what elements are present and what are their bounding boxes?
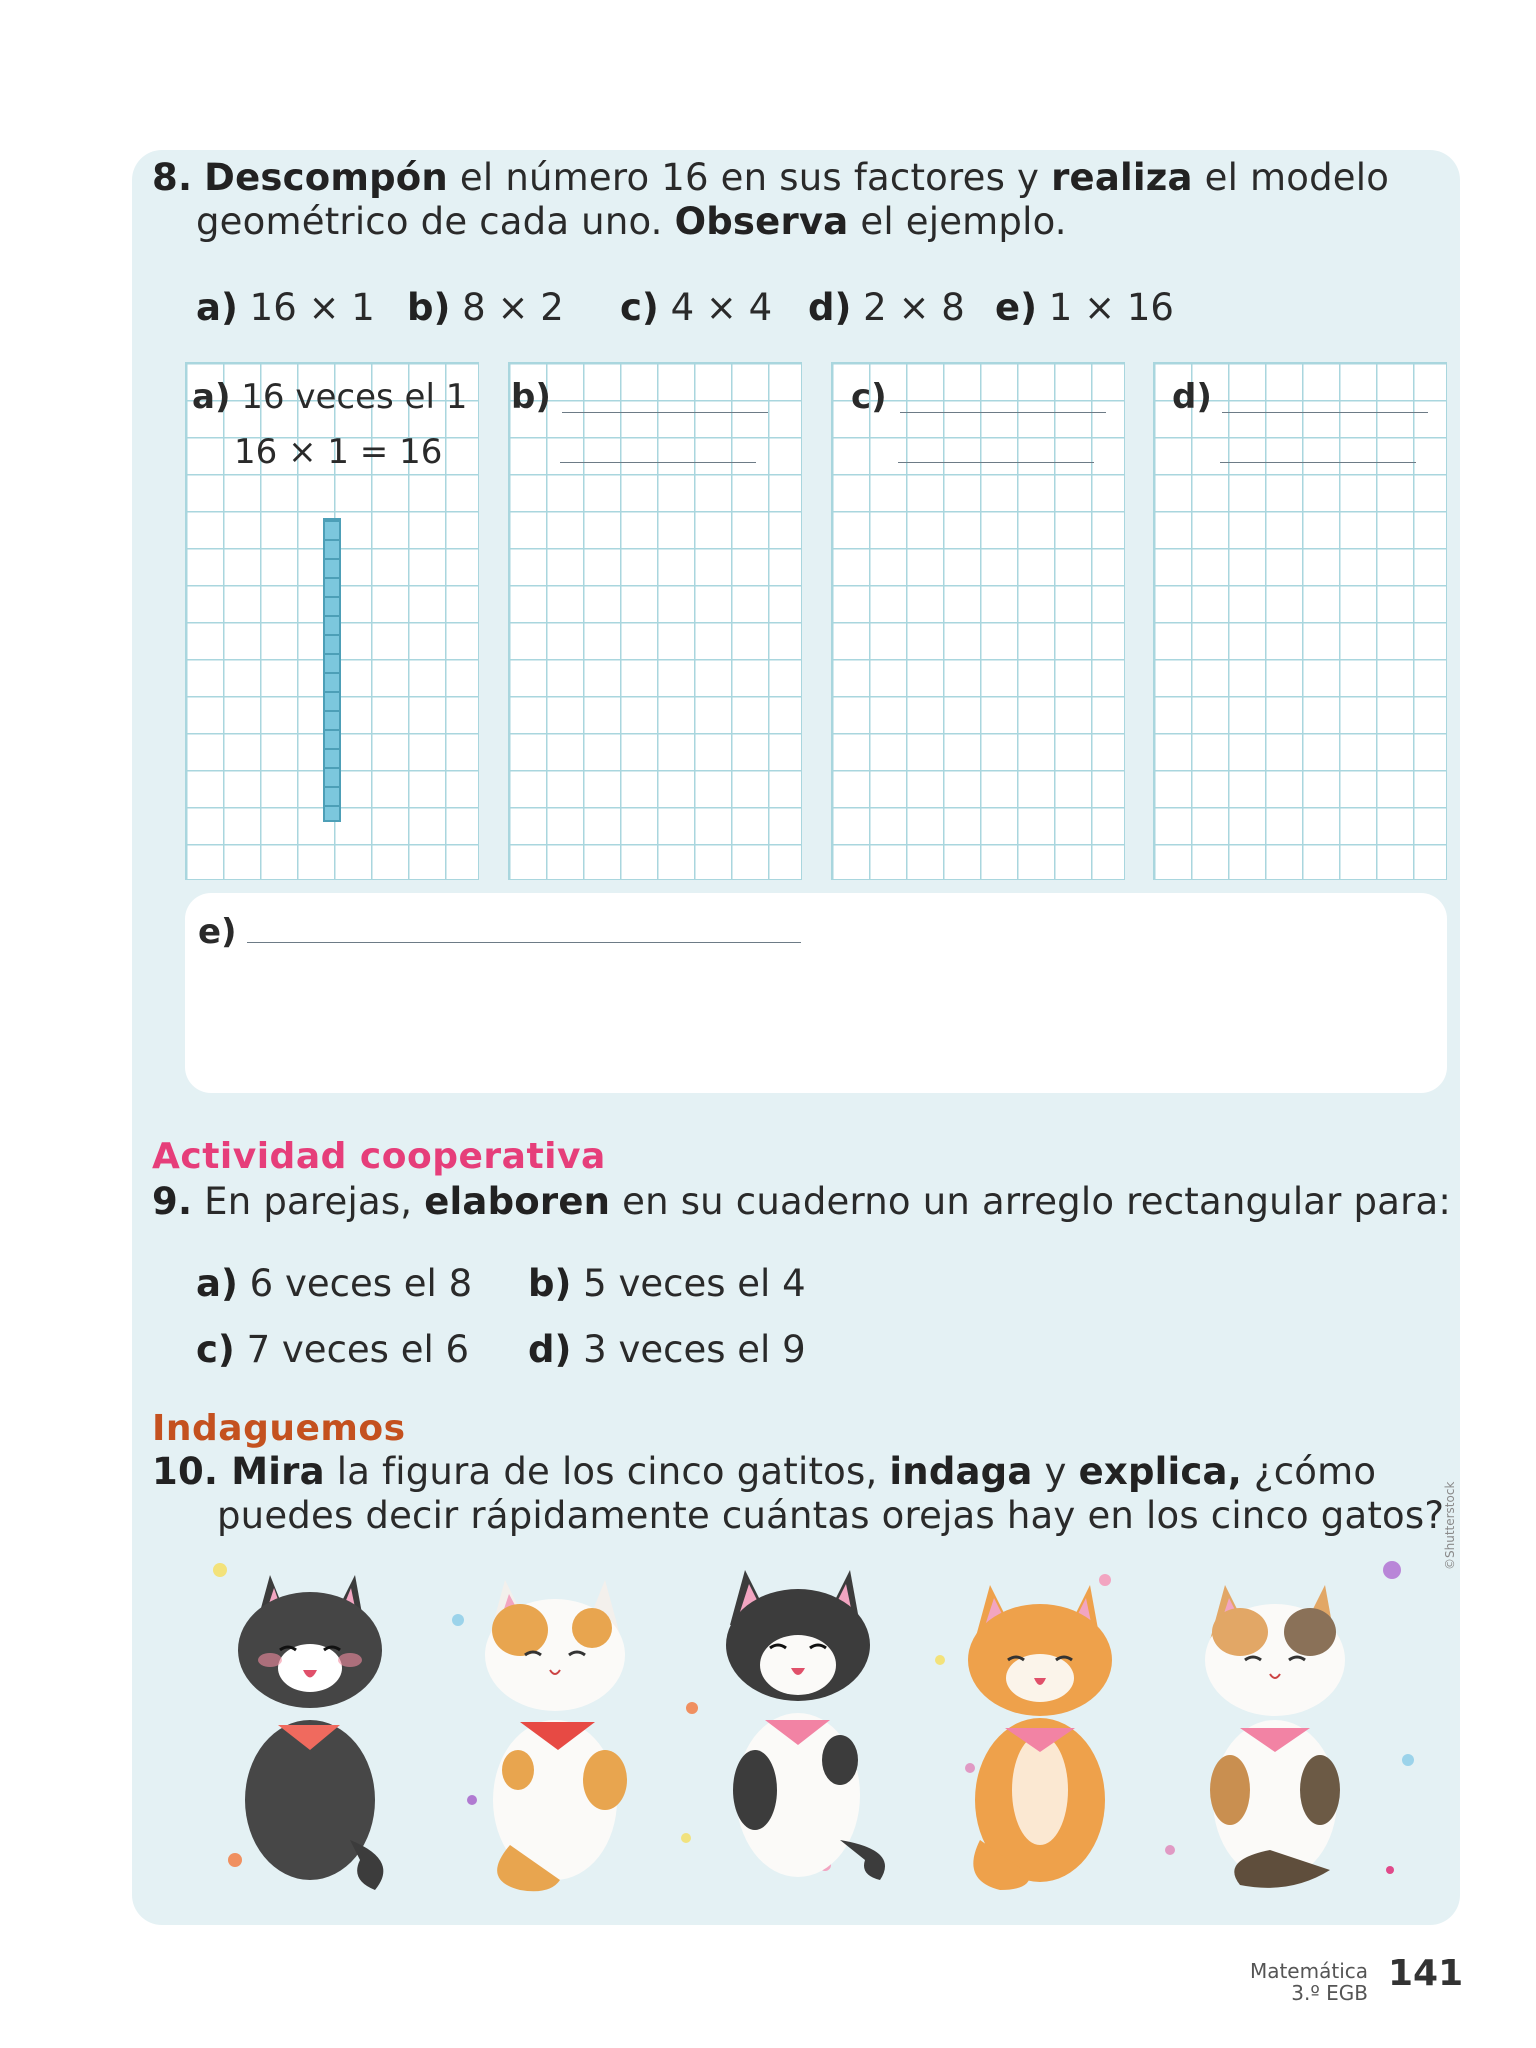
q10-text-3: ¿cómo — [1241, 1450, 1377, 1493]
confetti-dot — [452, 1614, 464, 1626]
option-letter: d) — [808, 286, 852, 329]
grid-letter: c) — [851, 377, 887, 417]
option-text: 2 × 8 — [851, 286, 965, 329]
confetti-dot — [935, 1655, 945, 1665]
five-kittens-illustration — [200, 1560, 1440, 1900]
q8-option-a — [196, 286, 375, 330]
q9-option-c — [196, 1328, 469, 1372]
q10-text-1: la figura de los cinco gatitos, — [324, 1450, 890, 1493]
grid-d-label — [1172, 377, 1212, 417]
q10-word-explica: explica, — [1078, 1450, 1242, 1493]
section-title-cooperativa: Actividad cooperativa — [152, 1136, 606, 1177]
q10-line-1 — [152, 1450, 1376, 1494]
grid-letter: a) — [192, 377, 231, 417]
option-letter: c) — [196, 1328, 235, 1371]
q9-option-d — [528, 1328, 806, 1372]
answer-line[interactable] — [898, 462, 1094, 463]
confetti-dot — [681, 1833, 691, 1843]
q9-option-b — [528, 1262, 806, 1306]
answer-line[interactable] — [247, 942, 801, 943]
grid-c-label — [851, 377, 887, 417]
q8-option-b — [407, 286, 564, 330]
option-letter: b) — [407, 286, 451, 329]
grid-a-equation: 16 × 1 = 16 — [234, 432, 443, 472]
q9-number: 9. — [152, 1180, 193, 1223]
confetti-dot — [1402, 1754, 1414, 1766]
image-credit: ©Shutterstock — [1443, 1481, 1457, 1570]
section-title-indaguemos: Indaguemos — [152, 1408, 406, 1449]
q9-text-2: en su cuaderno un arreglo rectangular para: — [610, 1180, 1452, 1223]
page-number: 141 — [1388, 1953, 1464, 1994]
option-text: 1 × 16 — [1037, 286, 1174, 329]
confetti-dot — [467, 1795, 477, 1805]
option-letter: a) — [196, 1262, 238, 1305]
grid-b-label — [511, 377, 551, 417]
q8-text-3: geométrico de cada uno. — [196, 200, 675, 243]
option-letter: e) — [995, 286, 1038, 329]
confetti-dot — [686, 1702, 698, 1714]
option-text: 4 × 4 — [658, 286, 773, 329]
option-letter: c) — [620, 286, 659, 329]
q8-word-observa: Observa — [674, 200, 849, 243]
example-unit-bar — [323, 518, 341, 822]
q8-line-1 — [152, 156, 1389, 200]
footer-grade: 3.º EGB — [1291, 1981, 1368, 2005]
e-letter: e) — [198, 912, 237, 952]
q8-word-realiza: realiza — [1051, 156, 1193, 199]
grid-letter: b) — [511, 377, 551, 417]
q10-line-2: puedes decir rápidamente cuántas orejas hay en los cinco gatos? — [217, 1494, 1445, 1537]
answer-line[interactable] — [1220, 462, 1416, 463]
confetti-dot — [1383, 1561, 1401, 1579]
confetti-dot — [1165, 1845, 1175, 1855]
confetti-dot — [228, 1853, 242, 1867]
q10-word-indaga: indaga — [889, 1450, 1033, 1493]
confetti-dot — [1386, 1866, 1394, 1874]
q8-option-d — [808, 286, 965, 330]
orange-cat — [968, 1585, 1112, 1890]
q8-text-2: el modelo — [1192, 156, 1390, 199]
answer-line[interactable] — [562, 412, 768, 413]
confetti-dot — [213, 1563, 227, 1577]
grid-letter: d) — [1172, 377, 1212, 417]
q8-word-descompon: Descompón — [204, 156, 448, 199]
q9-word-elaboren: elaboren — [424, 1180, 611, 1223]
footer-subject-name: Matemática — [1249, 1959, 1368, 1983]
grid-d[interactable] — [1153, 362, 1447, 880]
confetti-dot — [965, 1763, 975, 1773]
q10-word-mira: Mira — [218, 1450, 325, 1493]
q10-number: 10. — [152, 1450, 219, 1493]
answer-line[interactable] — [1222, 412, 1428, 413]
q10-text-2: y — [1032, 1450, 1079, 1493]
q8-option-c — [620, 286, 772, 330]
black-cat — [238, 1575, 383, 1890]
answer-line[interactable] — [560, 462, 756, 463]
q8-number: 8. — [152, 156, 193, 199]
option-letter: b) — [528, 1262, 572, 1305]
tuxedo-cat — [726, 1570, 885, 1880]
q9-text-1: En parejas, — [192, 1180, 425, 1223]
option-letter: d) — [528, 1328, 572, 1371]
calico-white-cat — [485, 1580, 627, 1891]
answer-line[interactable] — [900, 412, 1106, 413]
q8-text-4: el ejemplo. — [848, 200, 1067, 243]
q8-option-e — [995, 286, 1174, 330]
option-text: 8 × 2 — [450, 286, 564, 329]
footer-subject — [1250, 1960, 1368, 2004]
option-text: 7 veces el 6 — [234, 1328, 470, 1371]
option-text: 6 veces el 8 — [237, 1262, 473, 1305]
q9-line — [152, 1180, 1451, 1224]
confetti-dot — [1099, 1574, 1111, 1586]
option-text: 16 × 1 — [237, 286, 375, 329]
q9-option-a — [196, 1262, 472, 1306]
q8-line-2 — [196, 200, 1067, 244]
tabby-cat — [1205, 1585, 1345, 1888]
grid-a-label — [192, 377, 467, 417]
answer-box-e-label — [198, 912, 237, 952]
grid-c[interactable] — [831, 362, 1125, 880]
option-letter: a) — [196, 286, 238, 329]
q8-text-1: el número 16 en sus factores y — [447, 156, 1052, 199]
grid-a-text: 16 veces el 1 — [230, 377, 468, 417]
option-text: 3 veces el 9 — [571, 1328, 806, 1371]
option-text: 5 veces el 4 — [571, 1262, 806, 1305]
grid-b[interactable] — [508, 362, 802, 880]
answer-box-e[interactable] — [185, 893, 1447, 1093]
